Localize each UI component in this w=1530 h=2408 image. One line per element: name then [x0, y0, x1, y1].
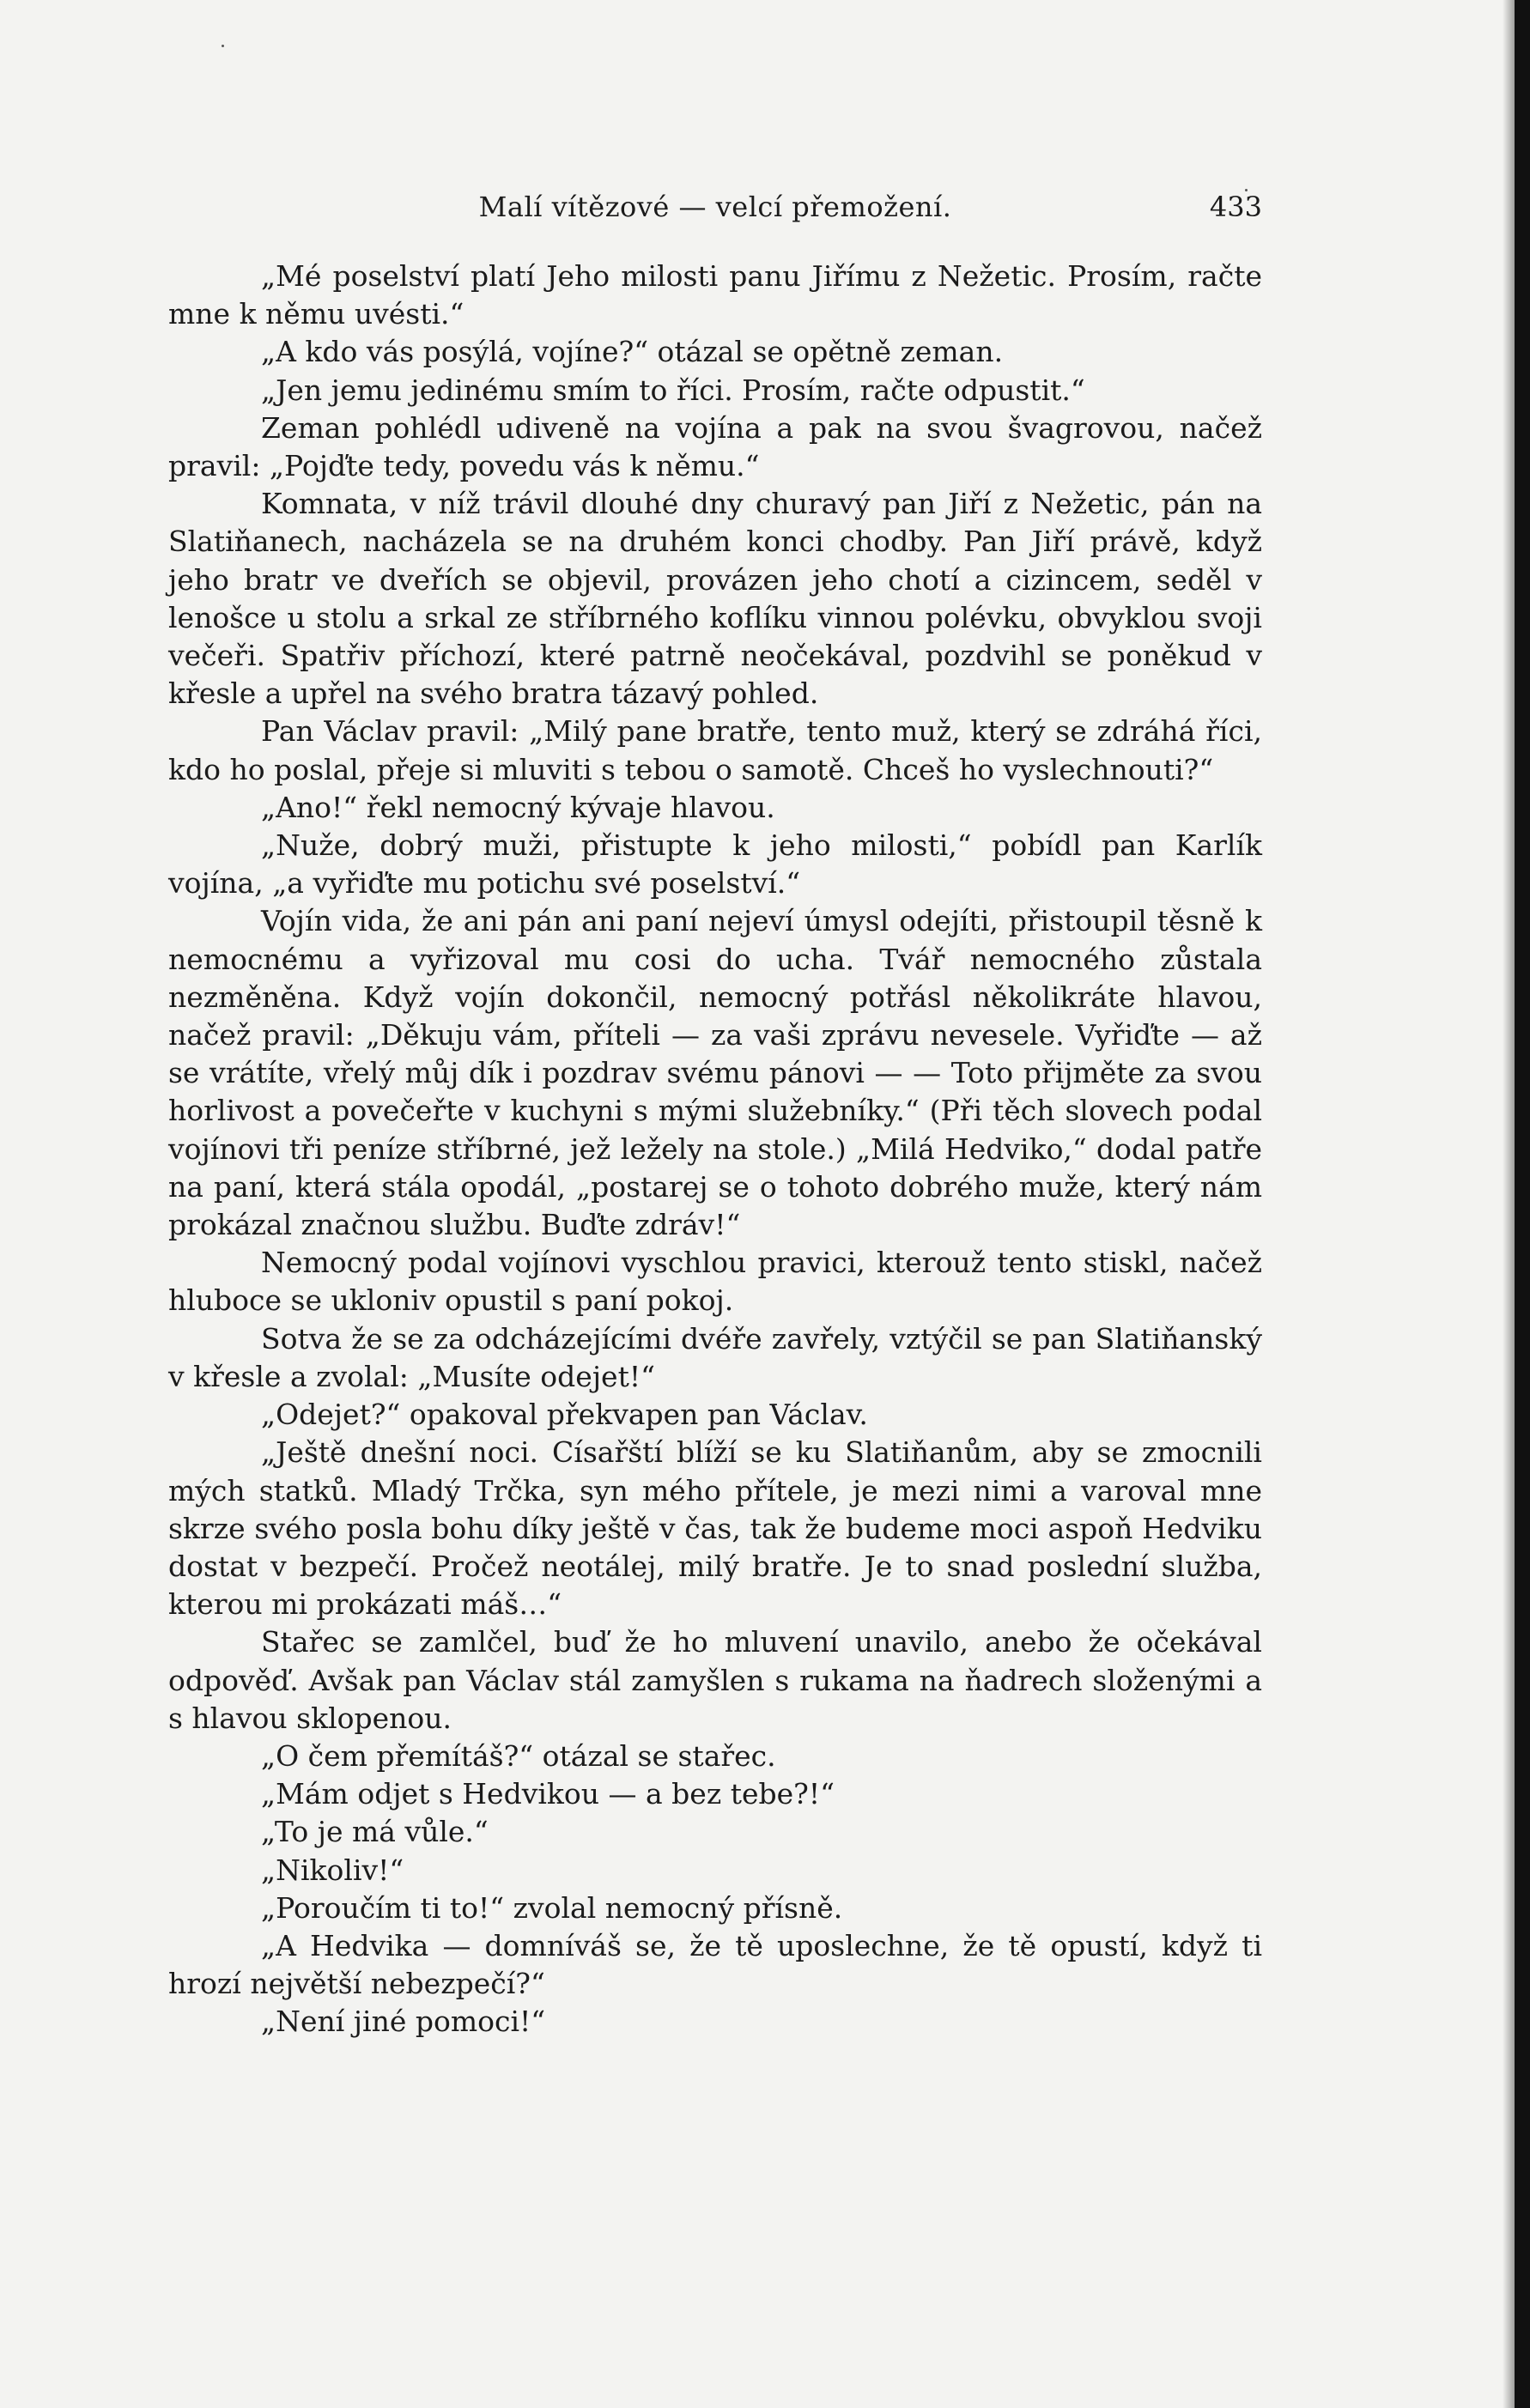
paragraph: „Jen jemu jedinému smím to říci. Prosím, račte odpustit.“	[261, 373, 1085, 407]
paragraph: Komnata, v níž trávil dlouhé dny churavý pan Jiří z Nežetic, pán na Slatiňanech, nacházela se na druhém konci chodby. Pan Jiří právě, když jeho bratr ve dveřích se objevil, provázen jeho chotí a cizincem, seděl v lenošce u stolu a srkal ze stříbrného koflíku vinnou polévku, obvyklou svoji večeři. Spatřiv příchozí, které patrně neočekával, pozdvihl se poněkud v křesle a upřel na svého bratra tázavý pohled.	[168, 487, 1262, 711]
paragraph: „A kdo vás posýlá, vojíne?“ otázal se opětně zeman.	[261, 335, 1004, 369]
page-edge	[1515, 0, 1530, 2408]
paragraph: Stařec se zamlčel, buď že ho mluvení unavilo, anebo že očekával odpověď. Avšak pan Václav stál zamyšlen s rukama na ňadrech složenými a s hlavou sklopenou.	[168, 1625, 1262, 1735]
paragraph: Sotva že se za odcházejícími dvéře zavřely, vztýčil se pan Slatiňanský v křesle a zvolal: „Musíte odejet!“	[168, 1321, 1262, 1393]
paragraph: „Mám odjet s Hedvikou — a bez tebe?!“	[261, 1777, 835, 1811]
paragraph: „O čem přemítáš?“ otázal se stařec.	[261, 1738, 776, 1773]
page-edge-shadow	[1503, 0, 1515, 2408]
paragraph: „Ještě dnešní noci. Císařští blíží se ku Slatiňanům, aby se zmocnili mých statků. Mladý Trčka, syn mého přítele, je mezi nimi a varoval mne skrze svého posla bohu díky ještě v čas, tak že budeme moci aspoň Hedviku dostat v bezpečí. Pročež neotálej, milý bratře. Je to snad poslední služba, kterou mi prokázati máš…“	[168, 1435, 1262, 1622]
running-title: Malí vítězové — velcí přemožení.	[478, 191, 952, 223]
paragraph: „Odejet?“ opakoval překvapen pan Václav.	[261, 1398, 868, 1432]
paragraph: Pan Václav pravil: „Milý pane bratře, tento muž, který se zdráhá říci, kdo ho poslal, přeje si mluviti s tebou o samotě. Chceš ho vyslechnouti?“	[168, 714, 1262, 786]
paragraph: Zeman pohlédl udiveně na vojína a pak na svou švagrovou, načež pravil: „Pojďte tedy, povedu vás k němu.“	[168, 410, 1262, 483]
print-speck	[222, 45, 224, 47]
body-text	[168, 258, 1262, 2041]
paragraph: „Nikoliv!“	[261, 1853, 404, 1887]
paragraph: „A Hedvika — domníváš se, že tě uposlechne, že tě opustí, když ti hrozí největší nebezpečí?“	[168, 1928, 1262, 2001]
paragraph: „To je má vůle.“	[261, 1815, 489, 1849]
paragraph: „Mé poselství platí Jeho milosti panu Jiřímu z Nežetic. Prosím, račte mne k němu uvésti.“	[168, 259, 1262, 331]
page-number: 433	[1209, 191, 1262, 223]
paragraph: „Poroučím ti to!“ zvolal nemocný přísně.	[261, 1890, 843, 1925]
paragraph: „Není jiné pomoci!“	[261, 2005, 546, 2039]
book-page	[168, 191, 1262, 2041]
paragraph: „Nuže, dobrý muži, přistupte k jeho milosti,“ pobídl pan Karlík vojína, „a vyřiďte mu potichu své poselství.“	[168, 828, 1262, 901]
page-header	[168, 191, 1262, 234]
paragraph: Nemocný podal vojínovi vyschlou pravici, kterouž tento stiskl, načež hluboce se ukloniv opustil s paní pokoj.	[168, 1246, 1262, 1318]
paragraph: „Ano!“ řekl nemocný kývaje hlavou.	[261, 790, 775, 824]
paragraph: Vojín vida, že ani pán ani paní nejeví úmysl odejíti, přistoupil těsně k nemocnému a vyřizoval mu cosi do ucha. Tvář nemocného zůstala nezměněna. Když vojín dokončil, nemocný potřásl několikráte hlavou, načež pravil: „Děkuju vám, příteli — za vaši zprávu nevesele. Vyřiďte — až se vrátíte, vřelý můj dík i pozdrav svému pánovi — — Toto přijměte za svou horlivost a povečeřte v kuchyni s mými služebníky.“ (Při těch slovech podal vojínovi tři peníze stříbrné, jež ležely na stole.) „Milá Hedviko,“ dodal patře na paní, která stála opodál, „postarej se o tohoto dobrého muže, který nám prokázal značnou službu. Buďte zdráv!“	[168, 904, 1262, 1242]
